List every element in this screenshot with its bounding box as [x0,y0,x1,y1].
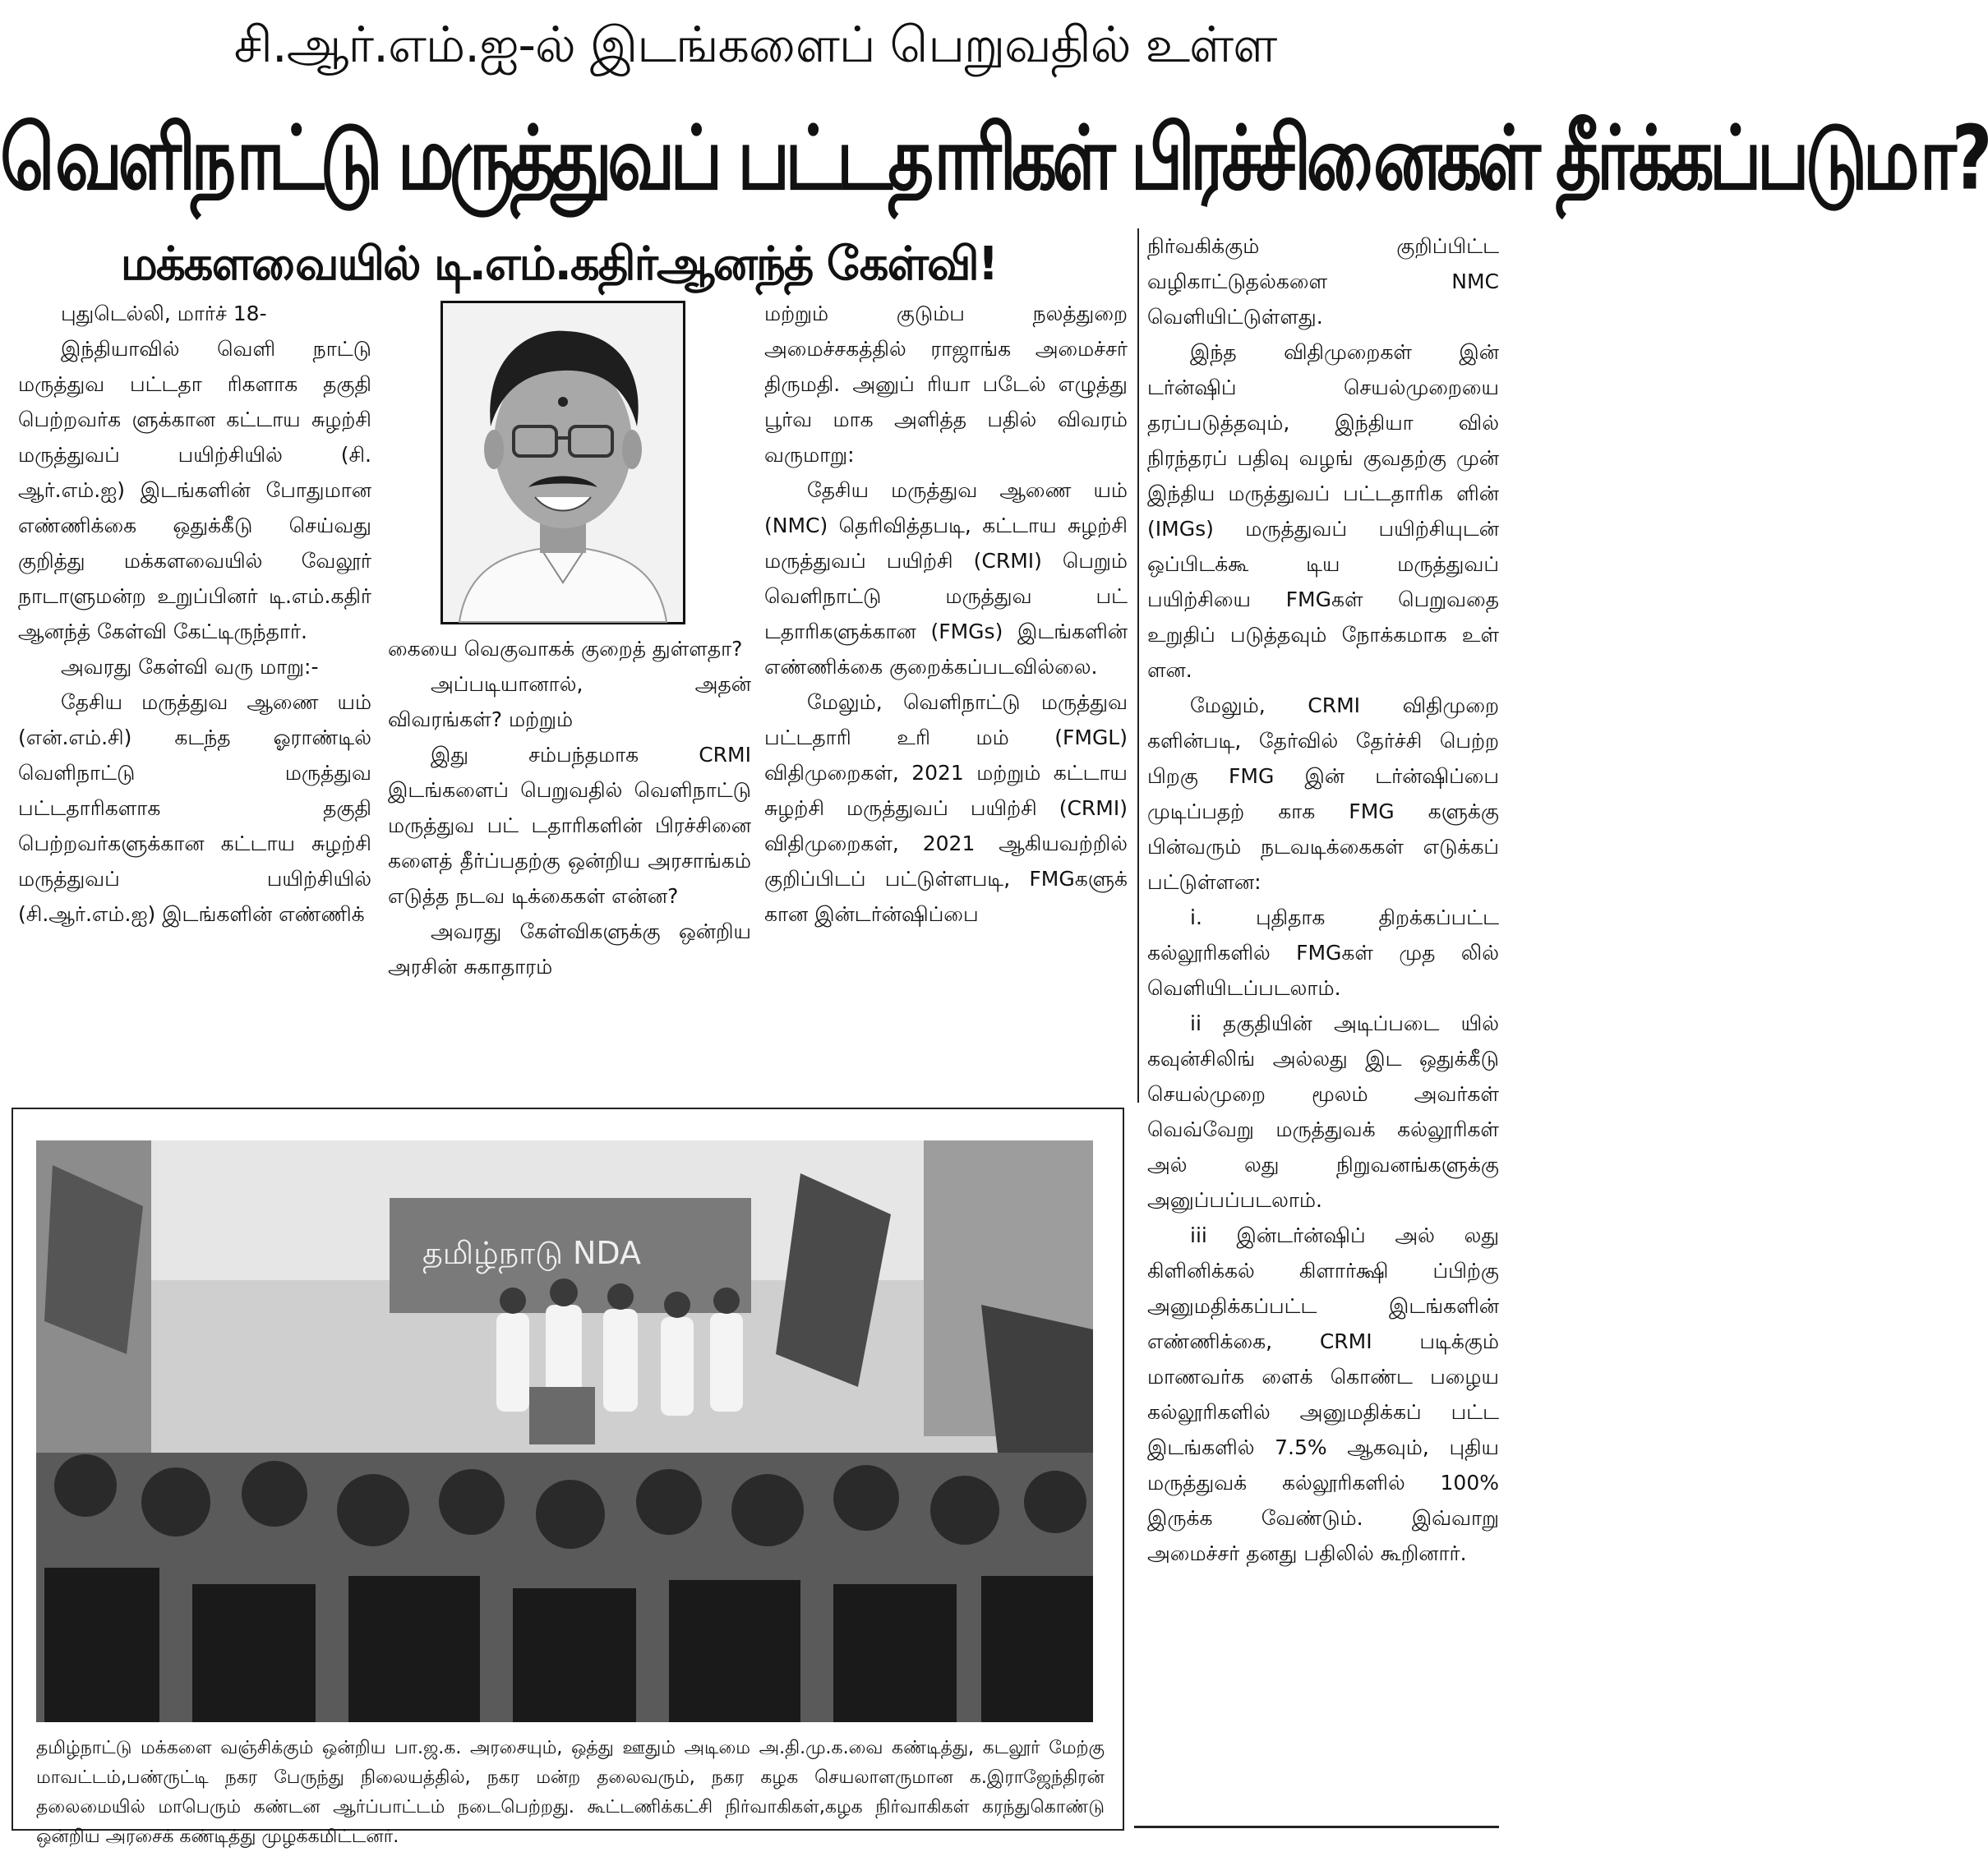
paragraph: இந்தியாவில் வெளி நாட்டு மருத்துவ பட்டதா ரிகளாக தகுதி பெற்றவர்க ளுக்கான கட்டாய சுழற்சி மருத்துவப் பயிற்சியில் (சி. ஆர்.எம்.ஐ) இடங்களின் போதுமான எண்ணிக்கை ஒதுக்கீடு செய்வது குறித்து மக்களவையில் வேலூர் நாடாளுமன்ற உறுப்பினர் டி.எம்.கதிர் ஆனந்த் கேள்வி கேட்டிருந்தார். [18,337,371,643]
paragraph: அவரது கேள்விகளுக்கு ஒன்றிய அரசின் சுகாதாரம் [388,919,751,979]
paragraph: இந்த விதிமுறைகள் இன் டர்ன்ஷிப் செயல்முறையை தரப்படுத்தவும், இந்தியா வில் நிரந்தரப் பதிவு வழங் குவதற்கு முன் இந்திய மருத்துவப் பட்டதாரிக ளின் (IMGs) மருத்துவப் பயிற்சியுடன் ஒப்பிடக்கூ டிய மருத்துவப் பயிற்சியை FMGகள் பெறுவதை உறுதிப் படுத்தவும் நோக்கமாக உள் ளன. [1147,340,1499,682]
paragraph: தேசிய மருத்துவ ஆணை யம் (NMC) தெரிவித்தபடி, கட்டாய சுழற்சி மருத்துவப் பயிற்சி (CRMI) பெறும் வெளிநாட்டு மருத்துவ பட் டதாரிகளுக்கான (FMGs) இடங்களின் எண்ணிக்கை குறைக்கப்படவில்லை. [764,478,1128,679]
paragraph: மற்றும் குடும்ப நலத்துறை அமைச்சகத்தில் ராஜாங்க அமைச்சர் திருமதி. அனுப் ரியா படேல் எழுத்து பூர்வ மாக அளித்த பதில் விவரம் வருமாறு: [764,302,1128,467]
protest-photo [36,1140,1093,1722]
paragraph: நிர்வகிக்கும் குறிப்பிட்ட வழிகாட்டுதல்களை NMC வெளியிட்டுள்ளது. [1147,234,1499,329]
paragraph: அவரது கேள்வி வரு மாறு:- [61,655,319,679]
paragraph: மேலும், வெளிநாட்டு மருத்துவ பட்டதாரி உரி மம் (FMGL) விதிமுறைகள், 2021 மற்றும் கட்டாய சுழற்சி மருத்துவப் பயிற்சி (CRMI) விதிமுறைகள், 2021 ஆகியவற்றில் குறிப்பிடப் பட்டுள்ளபடி, FMGகளுக் கான இன்டர்ன்ஷிப்பை [764,690,1128,926]
banner-text: தமிழ்நாடு NDA [422,1235,641,1271]
paragraph: மேலும், CRMI விதிமுறை களின்படி, தேர்வில் தேர்ச்சி பெற்ற பிறகு FMG இன் டர்ன்ஷிப்பை முடிப்பதற் காக FMG களுக்கு பின்வரும் நடவடிக்கைகள் எடுக்கப் பட்டுள்ளன: [1147,693,1499,894]
article-column-3 [764,296,1128,1101]
protest-scene-image [36,1140,1093,1722]
portrait-image [443,303,683,622]
photo-caption: தமிழ்நாட்டு மக்களை வஞ்சிக்கும் ஒன்றிய பா.ஜ.க. அரசையும், ஒத்து ஊதும் அடிமை அ.தி.மு.க.வை கண்டித்து, கடலூர் மேற்கு மாவட்டம்,பண்ருட்டி நகர பேருந்து நிலையத்தில், நகர மன்ற தலைவரும், நகர கழக செயலாளருமான க.இராஜேந்திரன் தலைமையில் மாபெரும் கண்டன ஆர்ப்பாட்டம் நடைபெற்றது. கூட்டணிக்கட்சி நிர்வாகிகள்,கழக நிர்வாகிகள் கரந்துகொண்டு ஒன்றிய அரசைக் கண்டித்து முழக்கமிட்டனர். [36,1738,1105,1847]
kicker-heading: சி.ஆர்.எம்.ஐ-ல் இடங்களைப் பெறுவதில் உள்ள [233,16,1277,74]
dateline: புதுடெல்லி, மார்ச் 18- [61,302,267,325]
portrait-photo [440,301,685,624]
sub-headline: மக்களவையில் டி.எம்.கதிர்ஆனந்த் கேள்வி! [120,237,998,291]
column-divider [1137,228,1139,1103]
main-headline: வெளிநாட்டு மருத்துவப் பட்டதாரிகள் பிரச்சினைகள் தீர்க்கப்படுமா? [0,107,1988,210]
paragraph: ii தகுதியின் அடிப்படை யில் கவுன்சிலிங் அல்லது இட ஒதுக்கீடு செயல்முறை மூலம் அவர்கள் வெவ்வேறு மருத்துவக் கல்லூரிகள் அல் லது நிறுவனங்களுக்கு அனுப்பப்படலாம். [1147,1011,1499,1212]
paragraph: கையை வெகுவாகக் குறைத் துள்ளதா? [388,637,743,661]
article-column-4 [1147,228,1499,1839]
paragraph: தேசிய மருத்துவ ஆணை யம் (என்.எம்.சி) கடந்த ஓராண்டில் வெளிநாட்டு மருத்துவ பட்டதாரிகளாக தகுதி பெற்றவர்களுக்கான கட்டாய சுழற்சி மருத்துவப் பயிற்சியில் (சி.ஆர்.எம்.ஐ) இடங்களின் எண்ணிக் [18,690,371,926]
paragraph: iii இன்டர்ன்ஷிப் அல் லது கிளினிக்கல் கிளார்க்ஷி ப்பிற்கு அனுமதிக்கப்பட்ட இடங்களின் எண்ணிக்கை, CRMI படிக்கும் மாணவர்க ளைக் கொண்ட பழைய கல்லூரிகளில் அனுமதிக்கப் பட்ட இடங்களில் 7.5% ஆகவும், புதிய மருத்துவக் கல்லூரிகளில் 100% இருக்க வேண்டும். இவ்வாறு அமைச்சர் தனது பதிலில் கூறினார். [1147,1223,1499,1565]
article-column-1 [18,296,371,1101]
paragraph: இது சம்பந்தமாக CRMI இடங்களைப் பெறுவதில் வெளிநாட்டு மருத்துவ பட் டதாரிகளின் பிரச்சினை களைத் தீர்ப்பதற்கு ஒன்றிய அரசாங்கம் எடுத்த நடவ டிக்கைகள் என்ன? [388,743,751,908]
protest-photo-box [12,1108,1124,1847]
article-column-2 [388,631,751,1101]
paragraph: i. புதிதாக திறக்கப்பட்ட கல்லூரிகளில் FMGகள் முத லில் வெளியிடப்படலாம். [1147,905,1499,1000]
paragraph: அப்படியானால், அதன் விவரங்கள்? மற்றும் [388,672,751,731]
bottom-divider [1134,1826,1499,1828]
